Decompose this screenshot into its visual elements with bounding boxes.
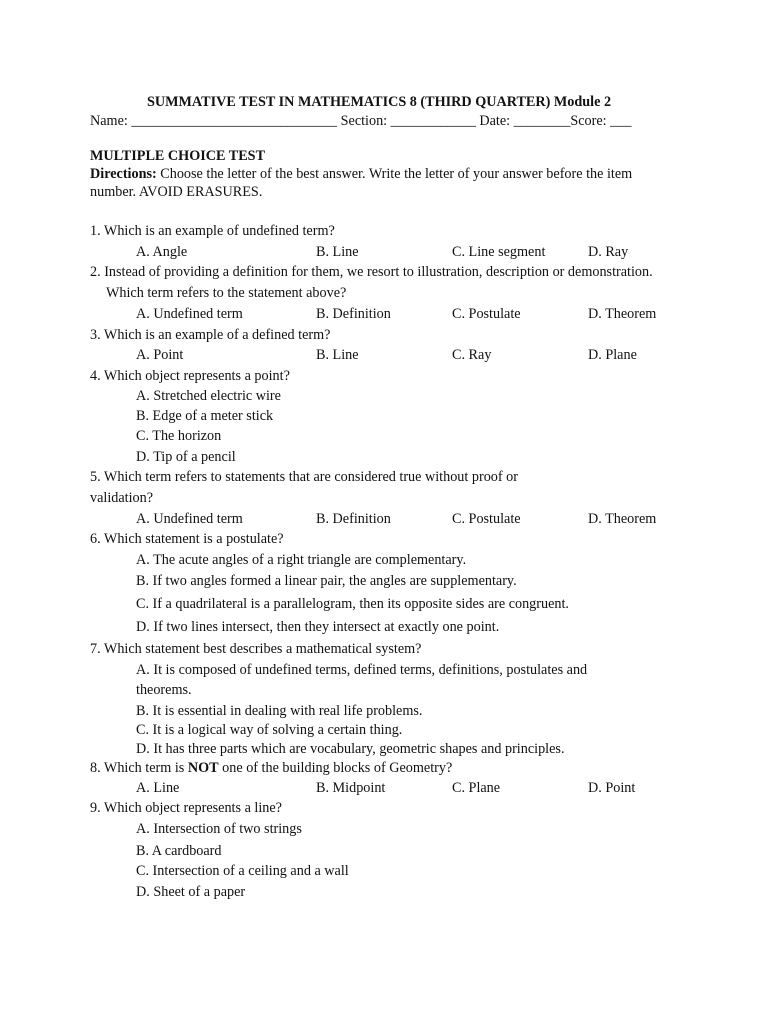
- q4-choice-d: D. Tip of a pencil: [136, 449, 236, 465]
- question-4: 4. Which object represents a point?: [90, 368, 290, 384]
- q8-choice-c: C. Plane: [452, 780, 501, 796]
- q5-choice-d: D. Theorem: [588, 511, 657, 527]
- q9-choice-d: D. Sheet of a paper: [136, 884, 246, 900]
- q4-choice-b: B. Edge of a meter stick: [136, 408, 274, 424]
- q4-choice-c: C. The horizon: [136, 428, 222, 444]
- directions-text: Choose the letter of the best answer. Write the letter of your answer before the item: [156, 166, 633, 182]
- q1-choice-a: A. Angle: [136, 244, 188, 260]
- q1-choice-d: D. Ray: [588, 244, 629, 260]
- q7-choice-c: C. It is a logical way of solving a certain thing.: [136, 722, 403, 738]
- section-heading: MULTIPLE CHOICE TEST: [90, 148, 266, 164]
- q7-choice-a-line-2: theorems.: [136, 682, 192, 698]
- test-title: SUMMATIVE TEST IN MATHEMATICS 8 (THIRD QUARTER) Module 2: [147, 94, 612, 110]
- q8-choice-d: D. Point: [588, 780, 636, 796]
- question-8-emphasis: NOT: [187, 760, 219, 776]
- q2-choice-b: B. Definition: [316, 306, 391, 322]
- question-5-line-2: validation?: [90, 490, 154, 506]
- directions-line-1: [90, 167, 632, 181]
- q9-choice-b: B. A cardboard: [136, 843, 222, 859]
- q3-choice-c: C. Ray: [452, 347, 492, 363]
- question-9: 9. Which object represents a line?: [90, 800, 282, 816]
- q3-choice-b: B. Line: [316, 347, 359, 363]
- question-8-pre: 8. Which term is: [90, 760, 188, 776]
- q6-choice-a: A. The acute angles of a right triangle are complementary.: [136, 552, 467, 568]
- question-2-line-2: Which term refers to the statement above?: [106, 285, 347, 301]
- question-5-line-1: 5. Which term refers to statements that are considered true without proof or: [90, 469, 518, 485]
- q1-choice-b: B. Line: [316, 244, 359, 260]
- q8-choice-a: A. Line: [136, 780, 180, 796]
- question-2-line-1: 2. Instead of providing a definition for them, we resort to illustration, description or demonstration.: [90, 264, 653, 280]
- q3-choice-a: A. Point: [136, 347, 184, 363]
- q5-choice-a: A. Undefined term: [136, 511, 243, 527]
- q9-choice-a: A. Intersection of two strings: [136, 821, 302, 837]
- q1-choice-c: C. Line segment: [452, 244, 546, 260]
- q7-choice-b: B. It is essential in dealing with real life problems.: [136, 703, 423, 719]
- q6-choice-d: D. If two lines intersect, then they intersect at exactly one point.: [136, 619, 500, 635]
- question-3: 3. Which is an example of a defined term?: [90, 327, 331, 343]
- q7-choice-a-line-1: A. It is composed of undefined terms, defined terms, definitions, postulates and: [136, 662, 588, 678]
- q6-choice-b: B. If two angles formed a linear pair, the angles are supplementary.: [136, 573, 517, 589]
- question-8: [90, 761, 452, 775]
- question-1: 1. Which is an example of undefined term?: [90, 223, 335, 239]
- q2-choice-d: D. Theorem: [588, 306, 657, 322]
- q2-choice-c: C. Postulate: [452, 306, 521, 322]
- question-7: 7. Which statement best describes a mathematical system?: [90, 641, 422, 657]
- q3-choice-d: D. Plane: [588, 347, 637, 363]
- directions-line-2: number. AVOID ERASURES.: [90, 184, 263, 200]
- q7-choice-d: D. It has three parts which are vocabulary, geometric shapes and principles.: [136, 741, 565, 757]
- q9-choice-c: C. Intersection of a ceiling and a wall: [136, 863, 349, 879]
- question-8-post: one of the building blocks of Geometry?: [218, 760, 453, 776]
- q8-choice-b: B. Midpoint: [316, 780, 386, 796]
- directions-label: Directions:: [90, 166, 157, 182]
- q5-choice-b: B. Definition: [316, 511, 391, 527]
- student-info-line: Name: _____________________________ Section: ____________ Date: ________Score: ___: [90, 113, 632, 129]
- q6-choice-c: C. If a quadrilateral is a parallelogram, then its opposite sides are congruent.: [136, 596, 569, 612]
- q5-choice-c: C. Postulate: [452, 511, 521, 527]
- q2-choice-a: A. Undefined term: [136, 306, 243, 322]
- q4-choice-a: A. Stretched electric wire: [136, 388, 281, 404]
- question-6: 6. Which statement is a postulate?: [90, 531, 284, 547]
